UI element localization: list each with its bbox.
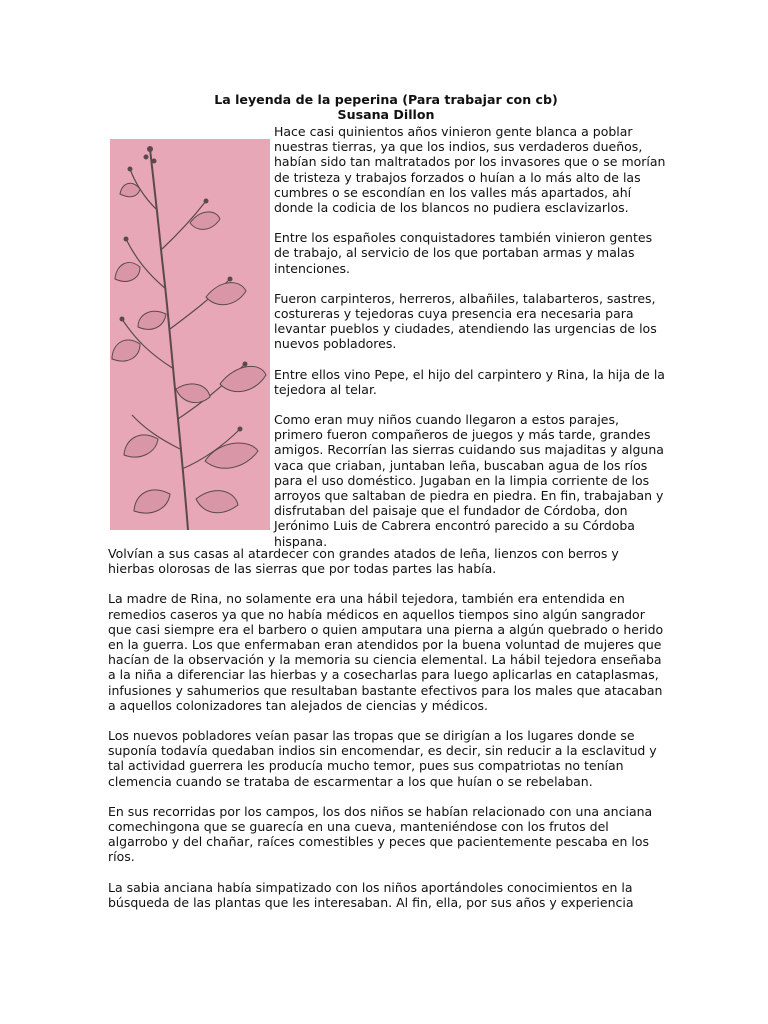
title-line-1: La leyenda de la peperina (Para trabajar con cb) (214, 92, 558, 107)
paragraph: La madre de Rina, no solamente era una hábil tejedora, también era entendida en remedios caseros ya que no había médicos en aquellos tiempos sino algún sangrador que casi siempre era el barbero o quien amputara una pierna a algún quebrado o herido en la guerra. Los que enfermaban eran atendidos por la buena voluntad de mujeres que hacían de la observación y la memoria su ciencia elemental. La hábil tejedora enseñaba a la niña a diferenciar las hierbas y a cosecharlas para luego aplicarlas en cataplasmas, infusiones y sahumerios que resultaban bastante efectivos para los males que atacaban a aquellos colonizadores tan alejados de ciencias y médicos. (108, 591, 664, 713)
paragraph: Entre los españoles conquistadores también vinieron gentes de trabajo, al servicio de los que portaban armas y malas intenciones. (274, 230, 653, 276)
paragraph: Entre ellos vino Pepe, el hijo del carpintero y Rina, la hija de la tejedora al telar. (274, 366, 665, 397)
paragraph: En sus recorridas por los campos, los dos niños se habían relacionado con una anciana comechingona que se guarecía en una cueva, manteniéndose con los frutos del algarrobo y del chañar, raíces comestibles y peces que pacientemente pescaba en los ríos. (108, 803, 653, 865)
plant-drawing (110, 139, 270, 530)
text-full-width (108, 546, 666, 925)
paragraph: Fueron carpinteros, herreros, albañiles, talabarteros, sastres, costureras y tejedoras cuya presencia era necesaria para levantar pueblos y ciudades, atendiendo las urgencias de los nuevos pobladores. (274, 290, 657, 352)
paragraph: Volvían a sus casas al atardecer con grandes atados de leña, lienzos con berros y hierbas olorosas de las sierras que por todas partes las había. (108, 546, 619, 577)
peperina-illustration (110, 139, 270, 530)
paragraph: La sabia anciana había simpatizado con los niños aportándoles conocimientos en la búsqueda de las plantas que les interesaban. Al fin, ella, por sus años y experiencia (108, 879, 634, 910)
document-title (108, 92, 664, 122)
paragraph: Como eran muy niños cuando llegaron a estos parajes, primero fueron compañeros de juegos y más tarde, grandes amigos. Recorrían las sierras cuidando sus majaditas y alguna vaca que criaban, juntaban leña, buscaban agua de los ríos para el uso doméstico. Jugaban en la limpia corriente de los arroyos que saltaban de piedra en piedra. En fin, trabajaban y disfrutaban del paisaje que el fundador de Córdoba, don Jerónimo Luis de Cabrera encontró parecido a su Córdoba hispana. (274, 412, 664, 549)
paragraph: Hace casi quinientos años vinieron gente blanca a poblar nuestras tierras, ya que los indios, sus verdaderos dueños, habían sido tan maltratados por los invasores que o se morían de tristeza y trabajos forzados o huían a lo más alto de las cumbres o se escondían en los valles más apartados, ahí donde la codicia de los blancos no pudiera esclavizarlos. (274, 124, 666, 216)
text-column-right-of-figure (274, 124, 666, 564)
author-name: Susana Dillon (337, 107, 435, 122)
paragraph: Los nuevos pobladores veían pasar las tropas que se dirigían a los lugares donde se suponía todavía quedaban indios sin encomendar, es decir, sin reducir a la esclavitud y tal actividad guerrera les producía mucho temor, pues sus compatriotas no tenían clemencia cuando se trataba de escarmentar a los que huían o se rebelaban. (108, 728, 657, 789)
